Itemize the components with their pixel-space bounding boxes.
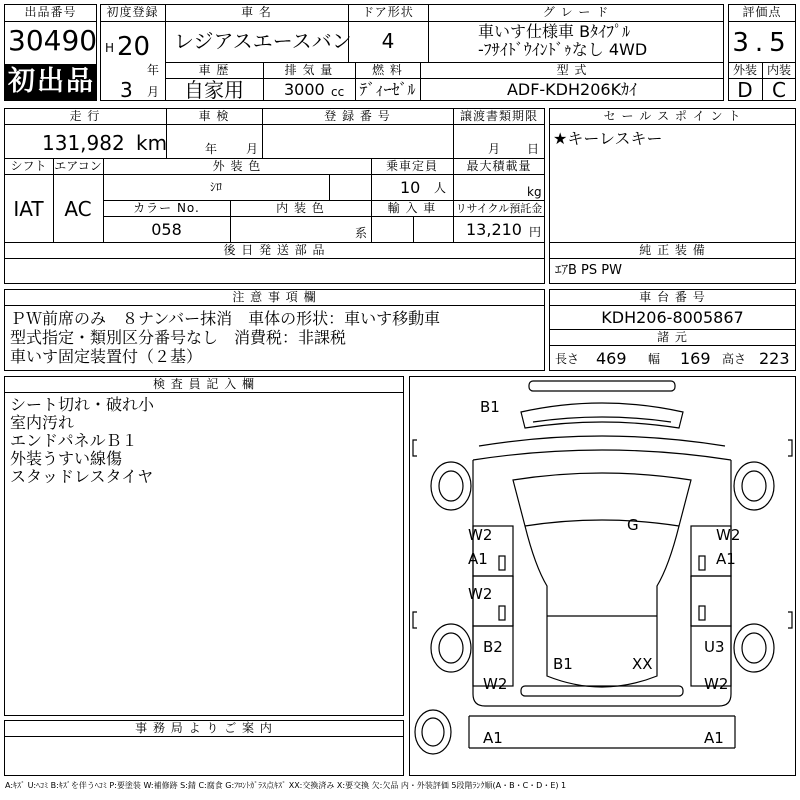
inspection-month-unit: 月	[246, 142, 259, 156]
displacement-label: 排 気 量	[284, 63, 334, 77]
displacement-unit: cc	[331, 85, 345, 99]
transfer-month-unit: 月	[488, 142, 501, 156]
model-code: ADF-KDH206Kｶｲ	[506, 80, 638, 99]
length-label: 長さ	[555, 352, 580, 366]
car-name-label: 車 名	[241, 5, 272, 19]
inspector-label: 検 査 員 記 入 欄	[152, 377, 256, 391]
height-label: 高さ	[722, 352, 747, 366]
chassis-number: KDH206-8005867	[601, 308, 744, 327]
mileage-unit: km	[136, 131, 168, 155]
equipment-label: 純 正 装 備	[639, 243, 706, 257]
interior-label: 内装	[766, 63, 791, 77]
legend: A:ｷｽﾞ U:ﾍｺﾐ B:ｷｽﾞを伴うﾍｺﾐ P:要塗装 W:補修跡 S:錆 C:腐食 G:ﾌﾛﾝﾄｶﾞﾗｽ点ｷｽﾞ XX:交換済み X:要交換 欠:欠品 内・外装評価 5段階ﾗﾝｸ順(A・B・C・D・E) 1	[5, 781, 567, 790]
mark-bottom-right-a1: A1	[704, 729, 724, 747]
sales-text: ★キーレスキー	[553, 129, 663, 148]
doors: 4	[381, 29, 395, 53]
sales-label: セ ー ル ス ポ イ ン ト	[603, 109, 742, 123]
shift: IAT	[13, 197, 44, 221]
mark-right-front-a1: A1	[716, 550, 736, 568]
notes-line-1: ＰＷ前席のみ ８ナンバー抹消 車体の形状：車いす移動車	[10, 309, 441, 328]
mark-rear-b1: B1	[553, 655, 573, 673]
recycle: 13,210	[466, 220, 522, 239]
first-listing-text: 初出品	[8, 66, 95, 97]
inspector-line-2: 室内汚れ	[10, 413, 75, 432]
history: 自家用	[184, 78, 244, 102]
mark-left-front-a1: A1	[468, 550, 488, 568]
notes-line-2: 型式指定・類別区分番号なし 消費税：非課税	[10, 328, 347, 347]
mark-right-rear-w2: W2	[704, 675, 729, 693]
mark-left-rear-b2: B2	[483, 638, 503, 656]
exterior-label: 外装	[732, 63, 757, 77]
transfer-label: 譲渡書類期限	[459, 109, 538, 123]
equipment: ｴｱB PS PW	[555, 263, 622, 278]
notes-line-3: 車いす固定装置付（２基）	[10, 347, 203, 366]
mark-left-mid-w2: W2	[468, 585, 493, 603]
reg-year: 20	[117, 32, 151, 62]
capacity: 10	[400, 178, 421, 197]
length: 469	[596, 349, 627, 368]
recycle-label: リサイクル預託金	[455, 202, 543, 215]
mark-g: G	[627, 516, 639, 534]
score-label: 評価点	[742, 5, 782, 19]
era: H	[105, 41, 115, 55]
max-load-unit: kg	[527, 185, 542, 199]
grade-line1: 車いす仕様車 Bﾀｲﾌﾟﾙ	[478, 22, 631, 41]
inspector-line-3: エンドパネルＢ１	[10, 431, 138, 450]
later-parts-label: 後 日 発 送 部 品	[223, 243, 326, 257]
import-label: 輸 入 車	[387, 201, 437, 215]
ac-label: エアコン	[54, 159, 102, 173]
max-load-label: 最大積載量	[466, 159, 532, 173]
shift-label: シフト	[10, 159, 47, 173]
history-label: 車 歴	[198, 63, 230, 77]
inspection-year-unit: 年	[205, 142, 218, 156]
grade-line2: -ﾌｻｲﾄﾞｳｲﾝﾄﾞｩなし 4WD	[478, 40, 648, 59]
int-color-unit: 系	[355, 226, 368, 240]
width: 169	[680, 349, 711, 368]
inspector-line-1: シート切れ・破れ小	[10, 395, 155, 414]
mark-bottom-left-a1: A1	[483, 729, 503, 747]
fuel-label: 燃 料	[372, 63, 403, 77]
grade-label: グ レ ー ド	[542, 5, 610, 19]
office-label: 事 務 局 よ り ご 案 内	[135, 721, 273, 735]
ac: AC	[64, 197, 92, 221]
width-label: 幅	[648, 352, 661, 366]
recycle-unit: 円	[529, 225, 542, 239]
capacity-unit: 人	[434, 181, 447, 195]
height: 223	[759, 349, 790, 368]
inspector-line-5: スタッドレスタイヤ	[10, 467, 154, 486]
exterior-grade: D	[737, 78, 753, 102]
mark-left-rear-w2: W2	[483, 675, 508, 693]
int-color-label: 内 装 色	[276, 201, 325, 215]
reg-no-label: 登 録 番 号	[324, 109, 391, 123]
interior-grade: C	[772, 78, 786, 102]
mark-rear-xx: XX	[632, 655, 653, 673]
lot-label: 出品番号	[24, 5, 77, 19]
first-reg-label: 初度登録	[106, 5, 159, 19]
door-label: ドア形状	[362, 5, 414, 19]
mark-right-rear-u3: U3	[704, 638, 725, 656]
transfer-day-unit: 日	[527, 142, 540, 156]
color-no: 058	[151, 220, 182, 239]
capacity-label: 乗車定員	[385, 159, 438, 173]
mark-left-front-w2: W2	[468, 526, 493, 544]
car-name: レジアスエースバン	[174, 29, 352, 53]
reg-year-unit: 年	[147, 63, 160, 77]
score: 3.5	[732, 28, 792, 58]
model-code-label: 型 式	[556, 63, 588, 77]
mark-right-front-w2: W2	[716, 526, 741, 544]
lot-number: 30490	[8, 24, 98, 57]
ext-color-label: 外 装 色	[212, 159, 262, 173]
reg-month: 3	[120, 78, 133, 102]
displacement: 3000	[284, 80, 325, 99]
car-diagram	[409, 376, 796, 776]
fuel: ﾃﾞｨｰｾﾞﾙ	[359, 80, 416, 99]
inspection-label: 車 検	[198, 109, 230, 123]
specs-label: 諸 元	[657, 330, 688, 344]
chassis-label: 車 台 番 号	[639, 290, 706, 304]
mileage-label: 走 行	[69, 109, 101, 123]
inspector-line-4: 外装うすい線傷	[10, 449, 123, 468]
color-no-label: カラー No.	[133, 201, 200, 215]
mileage: 131,982	[42, 131, 125, 155]
notes-label: 注 意 事 項 欄	[232, 290, 317, 304]
ext-color: ｼﾛ	[209, 180, 222, 194]
reg-month-unit: 月	[147, 85, 160, 99]
mark-front-b1: B1	[480, 398, 500, 416]
